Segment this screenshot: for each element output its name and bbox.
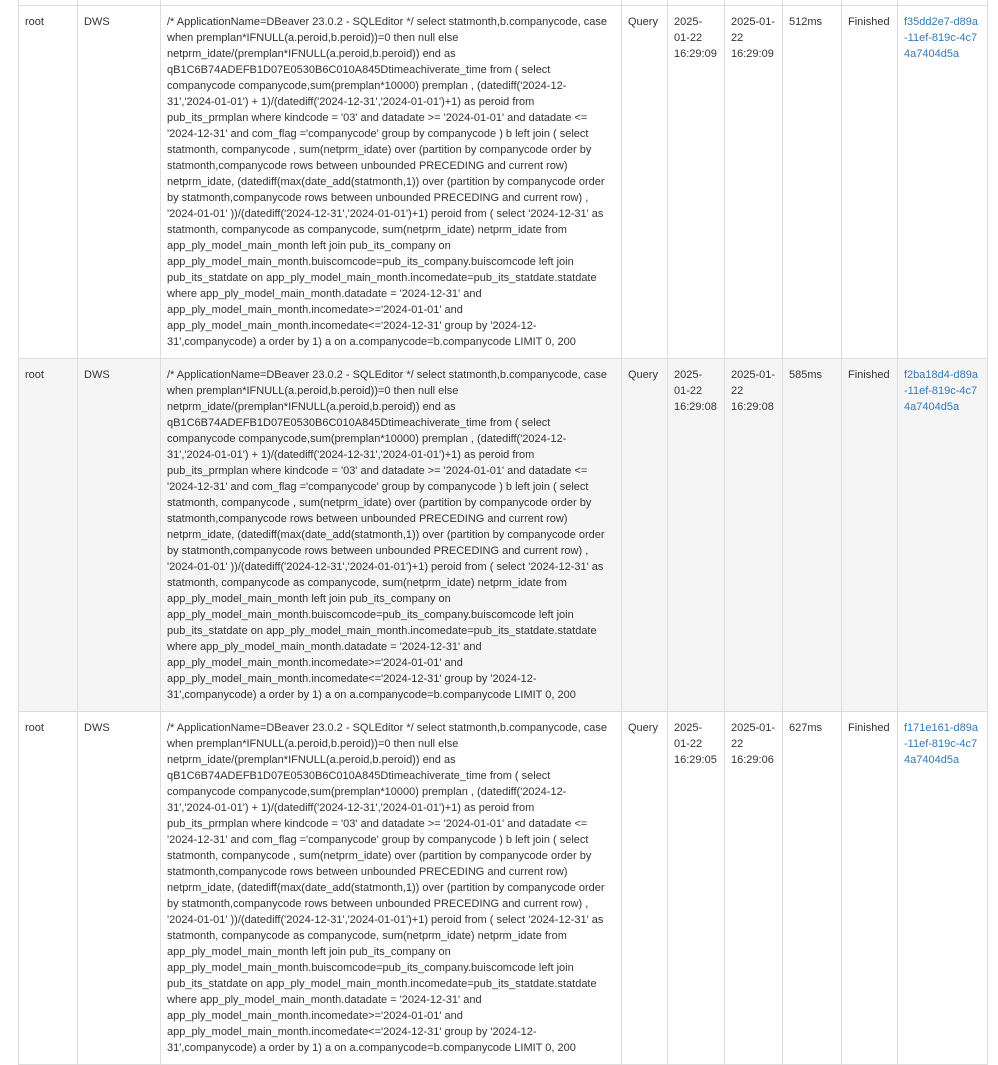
table-row: [19, 359, 988, 712]
duration-cell: 585ms: [783, 359, 842, 712]
query-id-cell: [898, 359, 988, 712]
sql-cell: /* ApplicationName=DBeaver 23.0.2 - SQLEditor */ select statmonth,b.companycode, case when premplan*IFNULL(a.peroid,b.peroid))=0 then null else netprm_idate/(premplan*IFNULL(a.peroid,b.peroid)) end as qB1C6B74ADEFB1D07E0530B6C010A845Dtimeachiverate_time from ( select companycode companycode,sum(premplan*10000) premplan , (datediff('2024-12-31','2024-01-01') + 1)/(datediff('2024-12-31','2024-01-01')+1) as peroid from pub_its_prmplan where kindcode = '03' and datadate >= '2024-01-01' and datadate <= '2024-12-31' and com_flag ='companycode' group by companycode ) b left join ( select statmonth, companycode , sum(netprm_idate) over (partition by companycode order by statmonth,companycode rows between unbounded PRECEDING and current row) netprm_idate, (datediff(max(date_add(statmonth,1)) over (partition by companycode order by statmonth,companycode rows between unbounded PRECEDING and current row) , '2024-01-01' ))/(datediff('2024-12-31','2024-01-01')+1) peroid from ( select '2024-12-31' as statmonth, companycode as companycode, sum(netprm_idate) netprm_idate from app_ply_model_main_month left join pub_its_company on app_ply_model_main_month.buiscomcode=pub_its_company.buiscomcode left join pub_its_statdate on app_ply_model_main_month.incomedate=pub_its_statdate.statdate where app_ply_model_main_month.datadate = '2024-12-31' and app_ply_model_main_month.incomedate>='2024-01-01' and app_ply_model_main_month.incomedate<='2024-12-31' group by '2024-12-31',companycode) a order by 1) a on a.companycode=b.companycode LIMIT 0, 200: [161, 6, 622, 359]
start-time-cell: 2025-01-22 16:29:08: [668, 359, 725, 712]
end-time-cell: 2025-01-22 16:29:06: [725, 712, 783, 1065]
status-cell: Finished: [842, 6, 898, 359]
sql-cell: /* ApplicationName=DBeaver 23.0.2 - SQLEditor */ select statmonth,b.companycode, case when premplan*IFNULL(a.peroid,b.peroid))=0 then null else netprm_idate/(premplan*IFNULL(a.peroid,b.peroid)) end as qB1C6B74ADEFB1D07E0530B6C010A845Dtimeachiverate_time from ( select companycode companycode,sum(premplan*10000) premplan , (datediff('2024-12-31','2024-01-01') + 1)/(datediff('2024-12-31','2024-01-01')+1) as peroid from pub_its_prmplan where kindcode = '03' and datadate >= '2024-01-01' and datadate <= '2024-12-31' and com_flag ='companycode' group by companycode ) b left join ( select statmonth, companycode , sum(netprm_idate) over (partition by companycode order by statmonth,companycode rows between unbounded PRECEDING and current row) netprm_idate, (datediff(max(date_add(statmonth,1)) over (partition by companycode order by statmonth,companycode rows between unbounded PRECEDING and current row) , '2024-01-01' ))/(datediff('2024-12-31','2024-01-01')+1) peroid from ( select '2024-12-31' as statmonth, companycode as companycode, sum(netprm_idate) netprm_idate from app_ply_model_main_month left join pub_its_company on app_ply_model_main_month.buiscomcode=pub_its_company.buiscomcode left join pub_its_statdate on app_ply_model_main_month.incomedate=pub_its_statdate.statdate where app_ply_model_main_month.datadate = '2024-12-31' and app_ply_model_main_month.incomedate>='2024-01-01' and app_ply_model_main_month.incomedate<='2024-12-31' group by '2024-12-31',companycode) a order by 1) a on a.companycode=b.companycode LIMIT 0, 200: [161, 359, 622, 712]
start-time-cell: 2025-01-22 16:29:09: [668, 6, 725, 359]
query-id-link[interactable]: f171e161-d89a-11ef-819c-4c74a7404d5a: [904, 722, 979, 766]
database-cell: DWS: [78, 712, 161, 1065]
table-row: [19, 712, 988, 1065]
start-time-cell: 2025-01-22 16:29:05: [668, 712, 725, 1065]
query-history-table-container: [18, 0, 987, 1065]
query-history-table: [18, 0, 988, 1065]
type-cell: Query: [622, 712, 668, 1065]
end-time-cell: 2025-01-22 16:29:08: [725, 359, 783, 712]
duration-cell: 627ms: [783, 712, 842, 1065]
sql-cell: /* ApplicationName=DBeaver 23.0.2 - SQLEditor */ select statmonth,b.companycode, case when premplan*IFNULL(a.peroid,b.peroid))=0 then null else netprm_idate/(premplan*IFNULL(a.peroid,b.peroid)) end as qB1C6B74ADEFB1D07E0530B6C010A845Dtimeachiverate_time from ( select companycode companycode,sum(premplan*10000) premplan , (datediff('2024-12-31','2024-01-01') + 1)/(datediff('2024-12-31','2024-01-01')+1) as peroid from pub_its_prmplan where kindcode = '03' and datadate >= '2024-01-01' and datadate <= '2024-12-31' and com_flag ='companycode' group by companycode ) b left join ( select statmonth, companycode , sum(netprm_idate) over (partition by companycode order by statmonth,companycode rows between unbounded PRECEDING and current row) netprm_idate, (datediff(max(date_add(statmonth,1)) over (partition by companycode order by statmonth,companycode rows between unbounded PRECEDING and current row) , '2024-01-01' ))/(datediff('2024-12-31','2024-01-01')+1) peroid from ( select '2024-12-31' as statmonth, companycode as companycode, sum(netprm_idate) netprm_idate from app_ply_model_main_month left join pub_its_company on app_ply_model_main_month.buiscomcode=pub_its_company.buiscomcode left join pub_its_statdate on app_ply_model_main_month.incomedate=pub_its_statdate.statdate where app_ply_model_main_month.datadate = '2024-12-31' and app_ply_model_main_month.incomedate>='2024-01-01' and app_ply_model_main_month.incomedate<='2024-12-31' group by '2024-12-31',companycode) a order by 1) a on a.companycode=b.companycode LIMIT 0, 200: [161, 712, 622, 1065]
user-cell: root: [19, 712, 78, 1065]
table-row: [19, 6, 988, 359]
type-cell: Query: [622, 359, 668, 712]
duration-cell: 512ms: [783, 6, 842, 359]
query-id-cell: [898, 6, 988, 359]
status-cell: Finished: [842, 359, 898, 712]
query-id-cell: [898, 712, 988, 1065]
database-cell: DWS: [78, 359, 161, 712]
end-time-cell: 2025-01-22 16:29:09: [725, 6, 783, 359]
query-id-link[interactable]: f2ba18d4-d89a-11ef-819c-4c74a7404d5a: [904, 369, 979, 413]
user-cell: root: [19, 359, 78, 712]
user-cell: root: [19, 6, 78, 359]
query-id-link[interactable]: f35dd2e7-d89a-11ef-819c-4c74a7404d5a: [904, 16, 979, 60]
status-cell: Finished: [842, 712, 898, 1065]
type-cell: Query: [622, 6, 668, 359]
database-cell: DWS: [78, 6, 161, 359]
